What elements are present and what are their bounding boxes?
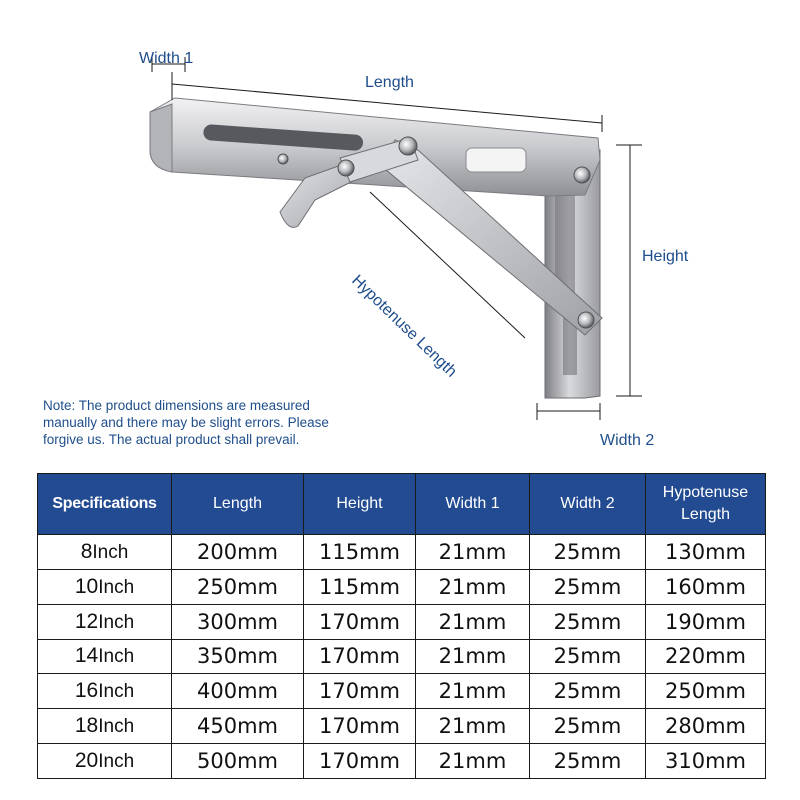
length-cell: 250mm: [172, 569, 304, 604]
width2-cell: 25mm: [530, 744, 646, 779]
hypotenuse-label: Hypotenuse Length: [348, 272, 460, 381]
size-cell: 12Inch: [38, 604, 172, 639]
header-height: Height: [304, 474, 416, 535]
hypotenuse-cell: 130mm: [646, 535, 766, 570]
header-length: Length: [172, 474, 304, 535]
height-cell: 170mm: [304, 604, 416, 639]
height-cell: 170mm: [304, 674, 416, 709]
note-line: manually and there may be slight errors. Please: [43, 415, 329, 430]
table-row: [38, 639, 766, 674]
height-cell: 170mm: [304, 744, 416, 779]
note-line: forgive us. The actual product shall prevail.: [43, 432, 300, 447]
length-cell: 300mm: [172, 604, 304, 639]
table-row: [38, 674, 766, 709]
length-cell: 200mm: [172, 535, 304, 570]
specifications-table: [37, 473, 766, 779]
hypotenuse-cell: 160mm: [646, 569, 766, 604]
header-width2: Width 2: [530, 474, 646, 535]
width1-cell: 21mm: [416, 674, 530, 709]
width2-cell: 25mm: [530, 604, 646, 639]
table-row: [38, 604, 766, 639]
width2-cell: 25mm: [530, 569, 646, 604]
size-cell: 20Inch: [38, 744, 172, 779]
table-row: [38, 535, 766, 570]
table-row: [38, 709, 766, 744]
size-cell: 14Inch: [38, 639, 172, 674]
width2-cell: 25mm: [530, 639, 646, 674]
hypotenuse-cell: 250mm: [646, 674, 766, 709]
width1-cell: 21mm: [416, 744, 530, 779]
width1-cell: 21mm: [416, 569, 530, 604]
length-label: Length: [365, 74, 414, 91]
size-cell: 8Inch: [38, 535, 172, 570]
rivet: [578, 312, 594, 328]
width2-cell: 25mm: [530, 674, 646, 709]
length-cell: 450mm: [172, 709, 304, 744]
hypotenuse-cell: 190mm: [646, 604, 766, 639]
header-width1: Width 1: [416, 474, 530, 535]
rivet: [278, 154, 288, 164]
width1-label: Width 1: [139, 50, 194, 67]
table-row: [38, 744, 766, 779]
rivet: [399, 137, 417, 155]
width1-cell: 21mm: [416, 639, 530, 674]
height-cell: 115mm: [304, 535, 416, 570]
table-row: [38, 569, 766, 604]
table-header-row: [38, 474, 766, 535]
header-specifications: Specifications: [38, 474, 172, 535]
height-label: Height: [642, 248, 689, 265]
horizontal-arm: [150, 98, 600, 196]
rivet: [338, 160, 354, 176]
length-cell: 400mm: [172, 674, 304, 709]
height-cell: 170mm: [304, 709, 416, 744]
height-cell: 170mm: [304, 639, 416, 674]
measurement-note: [43, 397, 383, 448]
rivet: [574, 167, 590, 183]
width2-label: Width 2: [600, 432, 655, 449]
hypotenuse-cell: 220mm: [646, 639, 766, 674]
height-cell: 115mm: [304, 569, 416, 604]
width1-cell: 21mm: [416, 709, 530, 744]
size-cell: 18Inch: [38, 709, 172, 744]
hypotenuse-cell: 310mm: [646, 744, 766, 779]
width2-cell: 25mm: [530, 709, 646, 744]
width2-cell: 25mm: [530, 535, 646, 570]
length-cell: 350mm: [172, 639, 304, 674]
header-hypotenuse: Hypotenuse Length: [646, 474, 766, 535]
size-cell: 10Inch: [38, 569, 172, 604]
width1-cell: 21mm: [416, 535, 530, 570]
width1-cell: 21mm: [416, 604, 530, 639]
length-cell: 500mm: [172, 744, 304, 779]
note-line: Note: The product dimensions are measured: [43, 398, 310, 413]
size-cell: 16Inch: [38, 674, 172, 709]
hypotenuse-cell: 280mm: [646, 709, 766, 744]
